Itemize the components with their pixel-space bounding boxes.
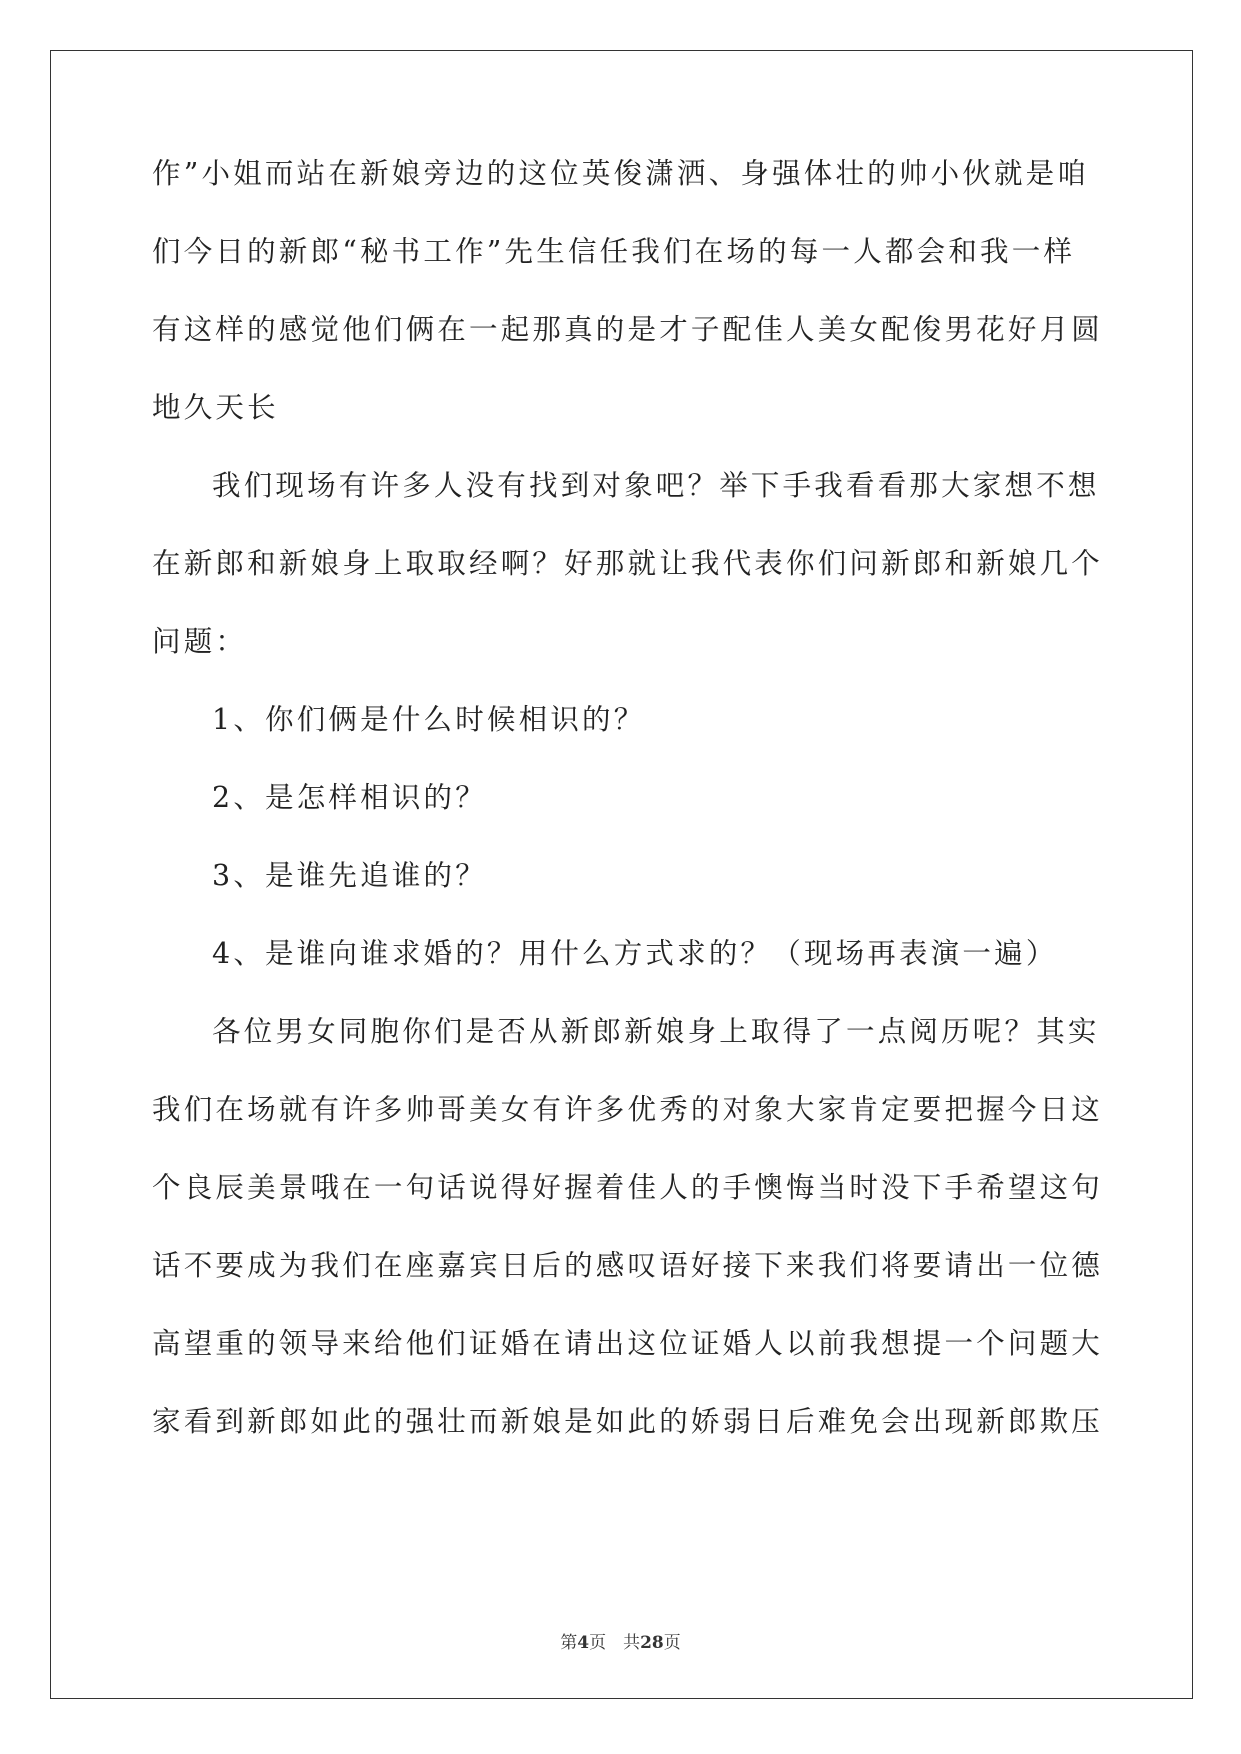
footer-total-pages: 28 xyxy=(640,1633,664,1653)
text-line: 作”小姐而站在新娘旁边的这位英俊潇洒、身强体壮的帅小伙就是咱 xyxy=(152,157,1090,190)
text-line: 我们在场就有许多帅哥美女有许多优秀的对象大家肯定要把握今日这 xyxy=(152,1093,1104,1126)
text-line: 高望重的领导来给他们证婚在请出这位证婚人以前我想提一个问题大 xyxy=(152,1327,1104,1360)
text-line: 个良辰美景哦在一句话说得好握着佳人的手懊悔当时没下手希望这句 xyxy=(152,1171,1104,1204)
text-line: 家看到新郎如此的强壮而新娘是如此的娇弱日后难免会出现新郎欺压 xyxy=(152,1405,1104,1438)
page-footer xyxy=(0,1628,1241,1653)
document-body xyxy=(152,154,1104,1480)
text-line: 在新郎和新娘身上取取经啊？好那就让我代表你们问新郎和新娘几个 xyxy=(152,547,1104,580)
footer-mid: 页 共 xyxy=(589,1633,641,1653)
question-item: 1、你们俩是什么时候相识的？ xyxy=(212,703,646,736)
question-item: 4、是谁向谁求婚的？用什么方式求的？（现场再表演一遍） xyxy=(212,937,1058,970)
text-line: 们今日的新郎“秘书工作”先生信任我们在场的每一人都会和我一样 xyxy=(152,235,1076,268)
text-line: 我们现场有许多人没有找到对象吧？举下手我看看那大家想不想 xyxy=(212,469,1100,502)
text-line: 地久天长 xyxy=(152,391,279,424)
text-line: 各位男女同胞你们是否从新郎新娘身上取得了一点阅历呢？其实 xyxy=(212,1015,1100,1048)
footer-page-number: 4 xyxy=(577,1633,590,1653)
text-line: 问题： xyxy=(152,625,248,658)
question-item: 2、是怎样相识的？ xyxy=(212,781,487,814)
text-line: 有这样的感觉他们俩在一起那真的是才子配佳人美女配俊男花好月圆 xyxy=(152,313,1104,346)
footer-suffix: 页 xyxy=(663,1633,681,1653)
footer-prefix: 第 xyxy=(560,1633,578,1653)
question-item: 3、是谁先追谁的？ xyxy=(212,859,487,892)
text-line: 话不要成为我们在座嘉宾日后的感叹语好接下来我们将要请出一位德 xyxy=(152,1249,1104,1282)
